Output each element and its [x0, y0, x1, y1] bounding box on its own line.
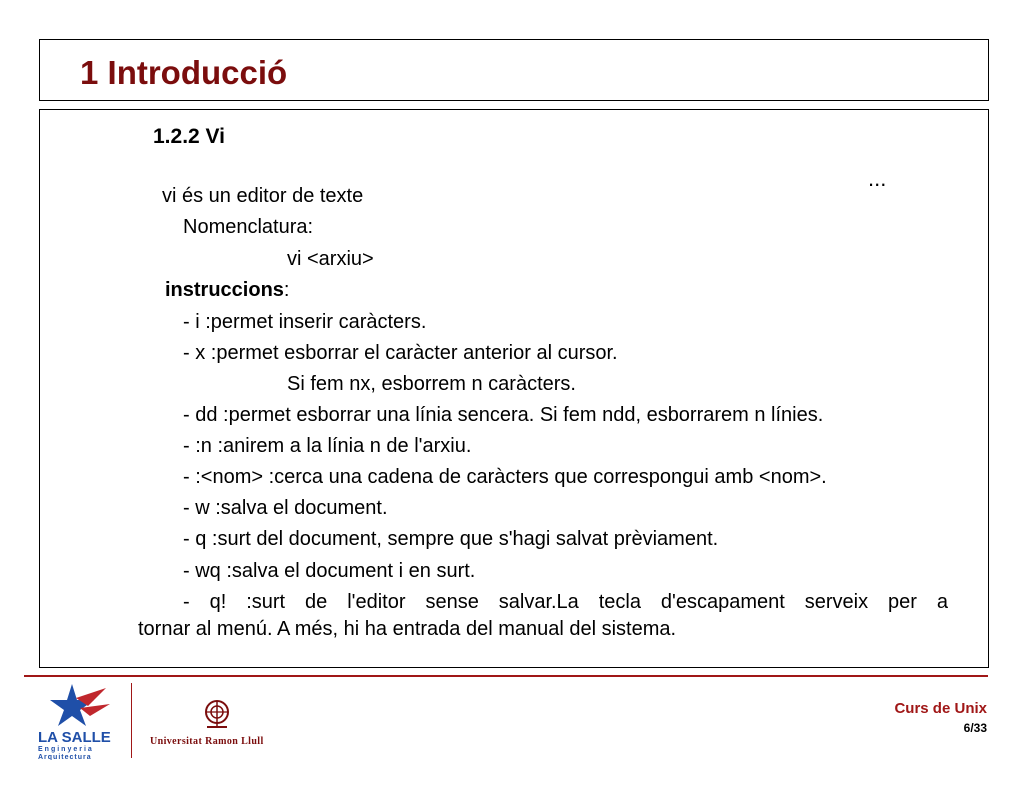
syntax-line: vi <arxiu> — [287, 248, 374, 270]
page-counter: 6/33 — [963, 721, 987, 735]
instruction-note: Si fem nx, esborrem n caràcters. — [287, 373, 576, 395]
la-salle-logo — [36, 680, 126, 760]
logo-divider — [131, 683, 132, 758]
intro-line: vi és un editor de texte — [162, 185, 364, 207]
nomenclature-label: Nomenclatura: — [183, 216, 314, 238]
title-box — [39, 39, 989, 101]
instruction-item: - :n :anirem a la línia n de l'arxiu. — [183, 435, 472, 457]
la-salle-sub2: Arquitectura — [38, 754, 92, 760]
instruction-item: - wq :salva el document i en surt. — [183, 560, 476, 582]
instructions-heading — [165, 278, 289, 302]
instruction-item: - i :permet inserir caràcters. — [183, 311, 427, 333]
slide-title: 1 Introducció — [80, 54, 288, 91]
la-salle-name: LA SALLE — [38, 729, 111, 746]
section-subtitle: 1.2.2 Vi — [153, 125, 226, 148]
instruction-item: - q :surt del document, sempre que s'hagi salvat prèviament. — [183, 528, 719, 550]
la-salle-sub1: Enginyeria — [38, 746, 94, 753]
url-logo-text: Universitat Ramon Llull — [150, 736, 264, 747]
instruction-item-continuation: tornar al menú. A més, hi ha entrada del manual del sistema. — [138, 618, 677, 640]
instruction-item: - q! :surt de l'editor sense salvar.La tecla d'escapament serveix per a — [183, 591, 948, 613]
instruction-item: - :<nom> :cerca una cadena de caràcters que correspongui amb <nom>. — [183, 466, 827, 488]
footer-divider — [24, 675, 988, 677]
course-name: Curs de Unix — [894, 700, 987, 717]
instruction-item: - x :permet esborrar el caràcter anterior al cursor. — [183, 342, 618, 364]
continuation-ellipsis: ... — [868, 166, 887, 191]
instruction-item: - dd :permet esborrar una línia sencera. Si fem ndd, esborrarem n línies. — [183, 404, 824, 426]
instruction-item: - w :salva el document. — [183, 497, 388, 519]
instructions-label: instruccions — [165, 279, 284, 301]
instructions-colon: : — [283, 279, 290, 301]
